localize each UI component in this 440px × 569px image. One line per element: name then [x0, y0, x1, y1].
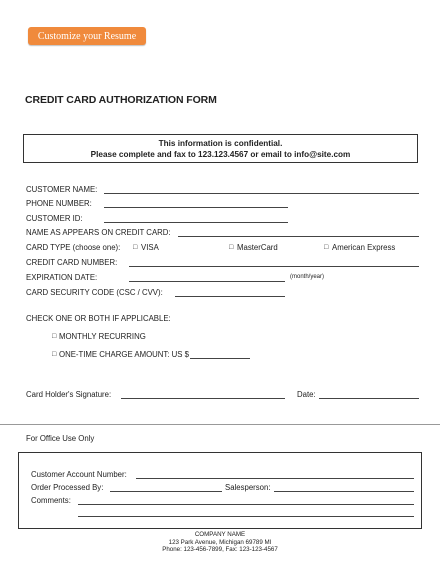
visa-label: VISA: [141, 243, 159, 252]
expiration-label: EXPIRATION DATE:: [26, 273, 98, 282]
card-number-field[interactable]: [129, 266, 419, 267]
customize-resume-button[interactable]: Customize your Resume: [28, 27, 146, 45]
onetime-label: ONE-TIME CHARGE AMOUNT: US $: [59, 350, 189, 359]
name-on-card-field[interactable]: [178, 236, 419, 237]
notice-line-1: This information is confidential.: [158, 139, 283, 148]
form-title: CREDIT CARD AUTHORIZATION FORM: [25, 94, 217, 106]
phone-number-field[interactable]: [104, 207, 288, 208]
date-label: Date:: [297, 390, 316, 399]
mastercard-checkbox[interactable]: □: [229, 244, 234, 251]
salesperson-label: Salesperson:: [225, 483, 271, 492]
check-heading: CHECK ONE OR BOTH IF APPLICABLE:: [26, 314, 171, 323]
card-type-label: CARD TYPE (choose one):: [26, 243, 121, 252]
expiration-field[interactable]: [129, 281, 285, 282]
section-divider: [0, 424, 440, 425]
office-heading: For Office Use Only: [26, 434, 95, 443]
customer-id-label: CUSTOMER ID:: [26, 214, 83, 223]
salesperson-field[interactable]: [274, 491, 414, 492]
footer-company: COMPANY NAME: [194, 531, 246, 538]
comments-field-line-2[interactable]: [78, 516, 414, 517]
monthly-label: MONTHLY RECURRING: [59, 332, 146, 341]
confidential-notice: [23, 134, 418, 163]
comments-field-line-1[interactable]: [78, 504, 414, 505]
signature-label: Card Holder's Signature:: [26, 390, 112, 399]
card-number-label: CREDIT CARD NUMBER:: [26, 258, 118, 267]
security-code-label: CARD SECURITY CODE (CSC / CVV):: [26, 288, 163, 297]
amex-checkbox[interactable]: □: [324, 244, 329, 251]
phone-number-label: PHONE NUMBER:: [26, 199, 92, 208]
processed-by-field[interactable]: [110, 491, 222, 492]
customer-name-field[interactable]: [104, 193, 419, 194]
date-field[interactable]: [319, 398, 419, 399]
footer-contact: Phone: 123-456-7899, Fax: 123-123-4567: [162, 546, 278, 553]
notice-line-2: Please complete and fax to 123.123.4567 or email to info@site.com: [90, 150, 351, 159]
signature-field[interactable]: [121, 398, 285, 399]
comments-label: Comments:: [31, 496, 71, 505]
processed-by-label: Order Processed By:: [31, 483, 104, 492]
customer-id-field[interactable]: [104, 222, 288, 223]
amex-label: American Express: [332, 243, 396, 252]
onetime-checkbox[interactable]: □: [52, 351, 57, 358]
mastercard-label: MasterCard: [237, 243, 278, 252]
footer-address: 123 Park Avenue, Michigan 69789 MI: [168, 538, 272, 546]
expiration-hint: (month/year): [290, 274, 325, 280]
onetime-amount-field[interactable]: [190, 358, 250, 359]
customer-name-label: CUSTOMER NAME:: [26, 185, 98, 194]
account-number-field[interactable]: [136, 478, 414, 479]
security-code-field[interactable]: [175, 296, 285, 297]
monthly-checkbox[interactable]: □: [52, 333, 57, 340]
name-on-card-label: NAME AS APPEARS ON CREDIT CARD:: [26, 228, 171, 237]
account-number-label: Customer Account Number:: [31, 470, 127, 479]
visa-checkbox[interactable]: □: [133, 244, 138, 251]
